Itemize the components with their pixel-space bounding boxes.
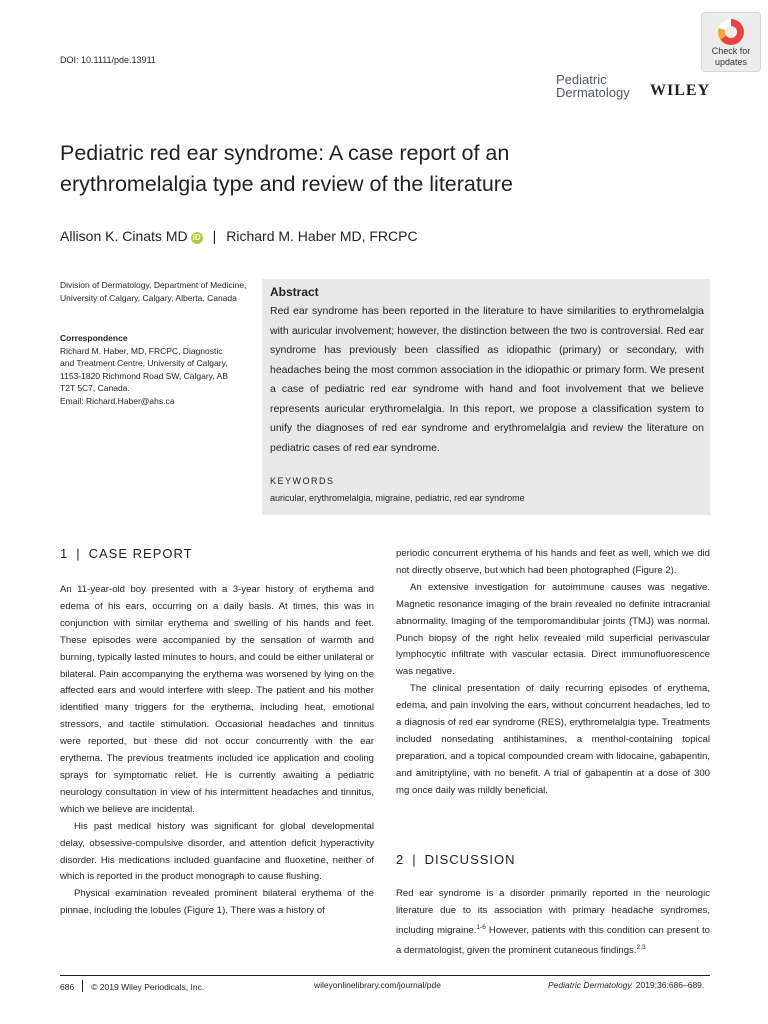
author-name: Richard M. Haber MD, FRCPC	[226, 228, 418, 244]
correspondence-heading: Correspondence	[60, 333, 128, 343]
journal-logo-line2: Dermatology	[556, 85, 630, 100]
correspondence-line: 1153-1820 Richmond Road SW, Calgary, AB	[60, 370, 228, 381]
citation-ref[interactable]: 2,3	[636, 943, 646, 951]
check-for-updates-badge[interactable]	[701, 12, 761, 72]
footer-divider	[60, 975, 710, 976]
paragraph: An 11-year-old boy presented with a 3-year history of erythema and edema of his ears, occurring on a daily basis. At times, this was in conjunction with similar erythema and swelling of his hands and feet. These episodes were accompanied by the sensation of warmth and burning, typically lasted minutes to hours, and could be either unilateral or bilateral. Pain accompanying the erythema was worsened by lying on the affected ears and would interfere with sleep. The patient and his mother identified many triggers for the erythema, including heat, emotional stressors, and tactile stimulation. Occasional headaches and tinnitus were reported, but these did not occur concurrently with the ear erythema. The previous treatments included ice application and cooling sprays for symptomatic relief. He is currently awaiting a pediatric neurology consultation in view of his intermittent headaches and tinnitus, which we believe are incidental.	[60, 584, 374, 815]
paragraph: His past medical history was significant for global developmental delay, obsessive-compulsive disorder, and attention deficit hyperactivity disorder. His medications included guanfacine and fluoxetine, neither of which is reported in the product monograph to cause flushing.	[60, 820, 374, 883]
journal-logo-line1: Pediatric	[556, 72, 607, 87]
citation-detail: 2019;36:686–689.	[635, 980, 705, 990]
doi: DOI: 10.1111/pde.13911	[60, 55, 156, 65]
paragraph: Physical examination revealed prominent bilateral erythema of the pinnae, including the lobules (Figure 1). There was a history of	[60, 888, 374, 917]
section-title: CASE REPORT	[88, 546, 193, 561]
footer-url[interactable]: wileyonlinelibrary.com/journal/pde	[314, 980, 441, 990]
correspondence-email[interactable]: Email: Richard.Haber@ahs.ca	[60, 395, 175, 406]
journal-logo	[556, 73, 630, 99]
body-column-right	[396, 546, 710, 800]
footer-citation	[548, 980, 704, 990]
paragraph: An extensive investigation for autoimmune causes was negative. Magnetic resonance imaging of the brain revealed no definite intracranial abnormality. Imaging of the temporomandibular joints (TMJ) was normal. Punch biopsy of the right helix revealed mild superficial perivascular lymphocytic infiltrate with vascular ectasia. Direct immunofluorescence was negative.	[396, 581, 710, 678]
badge-line1: Check for	[711, 46, 751, 56]
footer-vertical-bar	[82, 980, 83, 992]
section-title: DISCUSSION	[424, 852, 516, 867]
keywords-heading: KEYWORDS	[270, 476, 335, 486]
text-run: However, patients with this condition can present to a dermatologist, given the prominent cutaneous findings.	[396, 925, 710, 957]
page-number: 686	[60, 982, 75, 992]
abstract-heading: Abstract	[270, 285, 319, 299]
paragraph: The clinical presentation of daily recurring episodes of erythema, edema, and pain involving the ears, without concurrent headaches, led to a diagnosis of red ear syndrome (RES), erythromelalgia type. Treatments included nonsedating antihistamines, a menthol-containing topical preparation, and a topical compounded cream with lidocaine, gabapentin, and amitriptyline, with no benefit. A trial of gabapentin at a dose of 300 mg once daily was mildly beneficial.	[396, 683, 710, 796]
keywords: auricular, erythromelalgia, migraine, pediatric, red ear syndrome	[270, 493, 525, 503]
author-list	[60, 228, 418, 244]
citation-journal: Pediatric Dermatology.	[548, 980, 634, 990]
text-run: Red ear syndrome is a disorder primarily reported in the neurologic literature due to its association with primary headache syndromes, including migraine.	[396, 888, 710, 936]
badge-line2: updates	[714, 57, 748, 67]
body-column-left	[60, 582, 374, 920]
section-separator: |	[412, 852, 417, 867]
crossmark-icon	[718, 19, 744, 45]
correspondence	[60, 332, 260, 407]
correspondence-line: and Treatment Centre, University of Calgary,	[60, 358, 228, 368]
article-title: Pediatric red ear syndrome: A case report of an erythromelalgia type and review of the literature	[60, 141, 513, 196]
copyright: © 2019 Wiley Periodicals, Inc.	[91, 982, 205, 992]
section-heading-case-report	[60, 546, 193, 561]
author-separator: |	[212, 228, 217, 244]
section-separator: |	[76, 546, 81, 561]
correspondence-line: T2T 5C7, Canada.	[60, 383, 130, 393]
footer-left	[60, 980, 204, 992]
section-number: 1	[60, 546, 69, 561]
publisher-logo: WILEY	[650, 82, 711, 99]
body-column-right-discussion	[396, 886, 710, 960]
section-heading-discussion	[396, 852, 516, 867]
paragraph: periodic concurrent erythema of his hands and feet as well, which we did not directly observe, but which had been photographed (Figure 2).	[396, 548, 710, 576]
orcid-icon[interactable]: iD	[192, 233, 201, 242]
correspondence-line: Richard M. Haber, MD, FRCPC, Diagnostic	[60, 345, 223, 356]
abstract-text: Red ear syndrome has been reported in the literature to have similarities to erythromelalgia with auricular involvement; however, the distinction between the two is controversial. Red ear syndrome has previously been classified as idiopathic (primary) or secondary, with headaches being the most common association in the idiopathic or primary form. We present a case of pediatric red ear syndrome with hand and foot involvement that we believe represents auricular erythromelalgia. In this report, we propose a classification system to unify the diagnoses of red ear syndrome and erythromelalgia and review the literature on pediatric cases of red ear syndrome.	[270, 305, 704, 454]
author-name: Allison K. Cinats MD	[60, 228, 188, 244]
paragraph	[396, 886, 710, 960]
citation-ref[interactable]: 1-6	[476, 923, 486, 931]
affiliation: Division of Dermatology, Department of Medicine, University of Calgary, Calgary, Alberta, Canada	[60, 280, 247, 303]
section-number: 2	[396, 852, 405, 867]
